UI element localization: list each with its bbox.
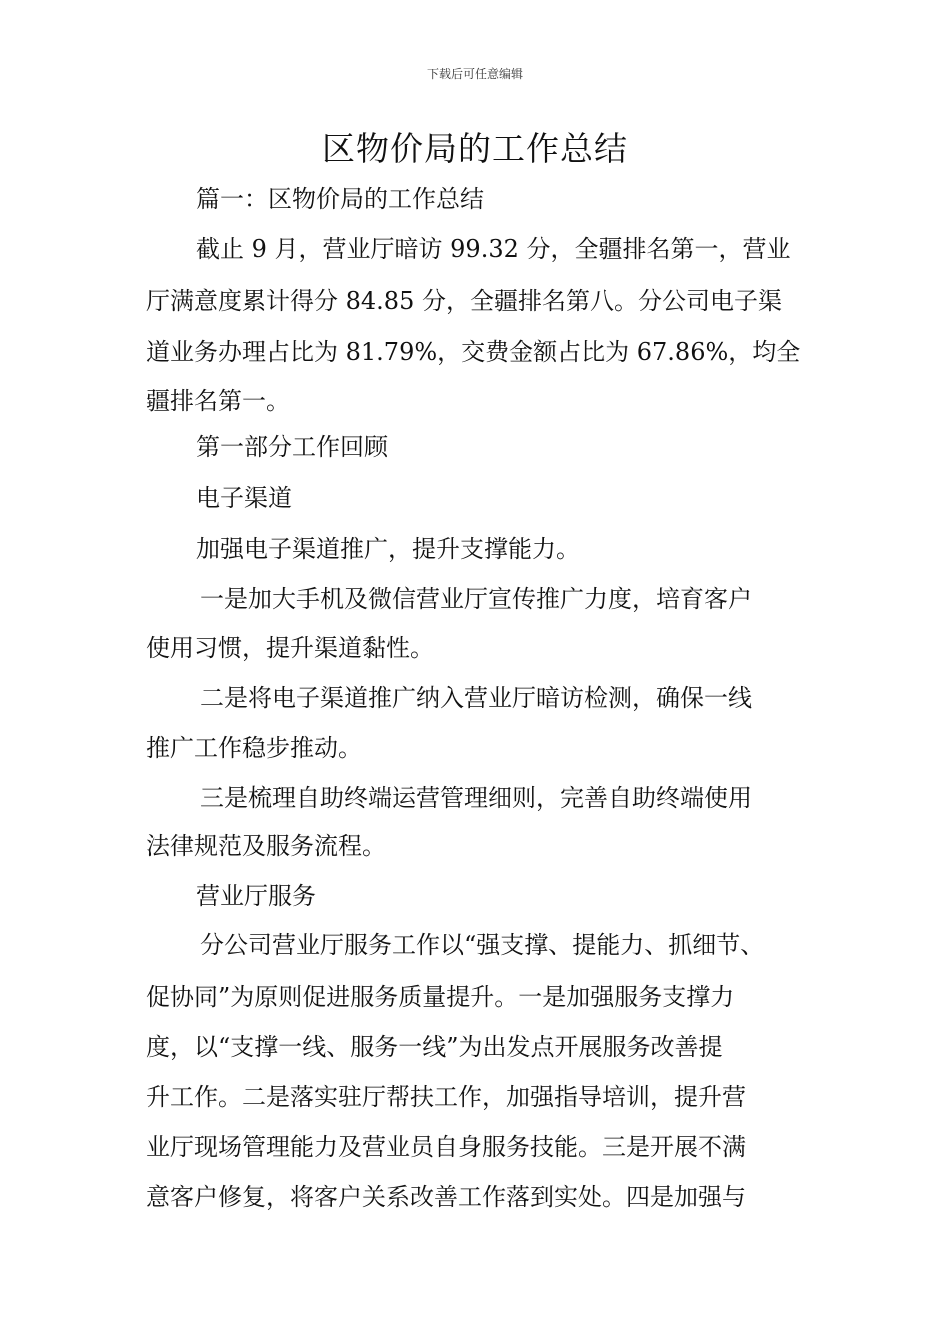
paragraph-line: 分公司营业厅服务工作以“强支撑、提能力、抓细节、	[200, 931, 765, 959]
paragraph-line: 使用习惯，提升渠道黏性。	[146, 634, 434, 662]
paragraph-line: 二是将电子渠道推广纳入营业厅暗访检测，确保一线	[200, 684, 752, 712]
paragraph-line: 道业务办理占比为 81.79%，交费金额占比为 67.86%，均全	[146, 338, 801, 366]
paragraph-line: 一是加大手机及微信营业厅宣传推广力度，培育客户	[200, 585, 752, 613]
paragraph-line: 升工作。二是落实驻厅帮扶工作，加强指导培训，提升营	[146, 1083, 746, 1111]
paragraph-line: 业厅现场管理能力及营业员自身服务技能。三是开展不满	[146, 1133, 746, 1161]
paragraph-line: 促协同”为原则促进服务质量提升。一是加强服务支撑力	[146, 983, 735, 1011]
section-heading-review: 第一部分工作回顾	[196, 433, 388, 461]
page-header-note: 下载后可任意编辑	[426, 67, 523, 81]
paragraph-line: 厅满意度累计得分 84.85 分，全疆排名第八。分公司电子渠	[146, 287, 782, 315]
document-title: 区物价局的工作总结	[322, 129, 628, 168]
paragraph-line: 推广工作稳步推动。	[146, 734, 362, 762]
subheading-hall-service: 营业厅服务	[196, 882, 316, 910]
section-heading-part-one: 篇一：区物价局的工作总结	[196, 185, 484, 213]
paragraph-line: 疆排名第一。	[146, 387, 290, 415]
paragraph-line: 法律规范及服务流程。	[146, 832, 386, 860]
paragraph-line: 截止 9 月，营业厅暗访 99.32 分，全疆排名第一，营业	[196, 235, 791, 263]
subheading-e-channel: 电子渠道	[196, 484, 292, 512]
paragraph-line: 意客户修复，将客户关系改善工作落到实处。四是加强与	[146, 1183, 746, 1211]
paragraph-line: 加强电子渠道推广，提升支撑能力。	[196, 535, 580, 563]
paragraph-line: 度，以“支撑一线、服务一线”为出发点开展服务改善提	[146, 1033, 723, 1061]
paragraph-line: 三是梳理自助终端运营管理细则，完善自助终端使用	[200, 784, 752, 812]
